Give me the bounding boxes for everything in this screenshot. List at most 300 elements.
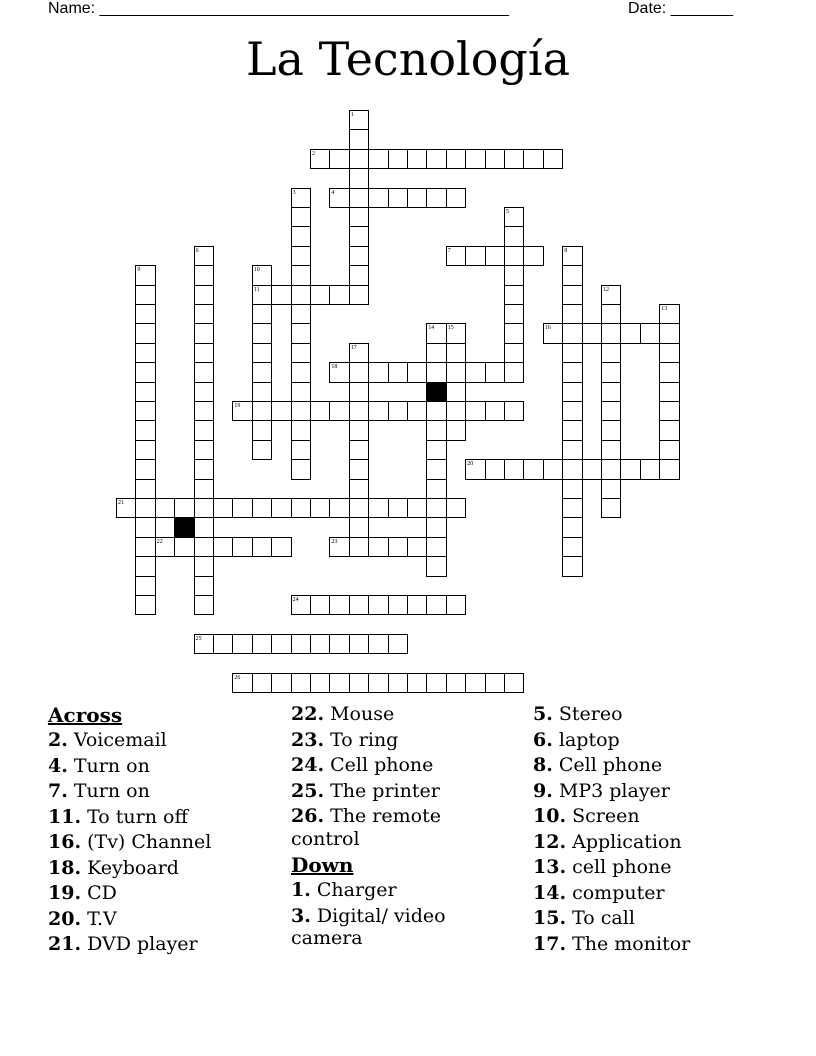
grid-cell[interactable] (349, 420, 369, 440)
grid-cell[interactable] (271, 498, 291, 518)
grid-cell[interactable] (135, 595, 155, 615)
grid-cell[interactable] (504, 285, 524, 305)
clue-text: The remote (324, 805, 441, 827)
clue-number-label: 24. (291, 754, 325, 776)
grid-cell[interactable] (368, 537, 388, 557)
grid-cell[interactable] (504, 304, 524, 324)
clue-number: 22 (156, 538, 163, 545)
grid-cell[interactable] (601, 343, 621, 363)
grid-cell[interactable] (252, 343, 272, 363)
grid-cell[interactable] (465, 362, 485, 382)
clue-number: 1 (350, 112, 354, 118)
grid-cell[interactable] (349, 285, 369, 305)
grid-cell[interactable] (426, 343, 446, 363)
grid-cell[interactable] (562, 362, 582, 382)
grid-cell[interactable] (194, 556, 214, 576)
grid-cell[interactable] (426, 188, 446, 208)
grid-cell[interactable] (349, 188, 369, 208)
grid-block-cell (426, 382, 446, 402)
grid-cell[interactable] (349, 440, 369, 460)
clue-column-3 (533, 702, 690, 957)
across-clue (48, 881, 211, 907)
grid-cell[interactable] (232, 498, 252, 518)
grid-cell[interactable] (194, 440, 214, 460)
clue-text: The monitor (566, 932, 691, 955)
grid-cell[interactable] (407, 188, 427, 208)
grid-cell[interactable] (252, 304, 272, 324)
grid-cell[interactable] (174, 537, 194, 557)
grid-cell[interactable] (310, 498, 330, 518)
grid-cell[interactable] (601, 479, 621, 499)
grid-cell[interactable] (349, 634, 369, 654)
grid-cell[interactable] (407, 149, 427, 169)
grid-cell[interactable] (135, 420, 155, 440)
grid-cell[interactable] (465, 401, 485, 421)
grid-cell[interactable] (407, 537, 427, 557)
grid-cell[interactable] (291, 401, 311, 421)
grid-cell[interactable] (349, 207, 369, 227)
grid-cell[interactable] (194, 517, 214, 537)
grid-cell[interactable] (349, 265, 369, 285)
across-clue (48, 830, 211, 856)
grid-cell[interactable] (407, 595, 427, 615)
grid-cell[interactable] (504, 246, 524, 266)
grid-cell[interactable] (465, 149, 485, 169)
grid-cell[interactable] (562, 498, 582, 518)
grid-cell[interactable] (135, 479, 155, 499)
grid-cell[interactable] (135, 517, 155, 537)
grid-cell[interactable] (291, 207, 311, 227)
clue-number-label: 21. (48, 933, 82, 955)
grid-cell[interactable] (562, 304, 582, 324)
grid-cell[interactable] (388, 498, 408, 518)
grid-cell[interactable] (194, 498, 214, 518)
grid-cell[interactable] (562, 323, 582, 343)
clue-number: 16 (544, 325, 551, 332)
grid-cell[interactable] (368, 149, 388, 169)
clue-number-label: 13. (533, 856, 567, 878)
grid-cell[interactable] (388, 188, 408, 208)
grid-cell[interactable] (291, 226, 311, 246)
grid-cell[interactable] (252, 362, 272, 382)
clue-number-label: 11. (48, 805, 82, 828)
clue-text: To ring (324, 728, 399, 751)
grid-cell[interactable] (465, 246, 485, 266)
grid-cell[interactable] (349, 479, 369, 499)
grid-cell[interactable] (485, 459, 505, 479)
grid-cell[interactable] (407, 673, 427, 693)
grid-cell[interactable] (232, 537, 252, 557)
grid-cell[interactable] (194, 479, 214, 499)
grid-cell[interactable] (252, 634, 272, 654)
grid-cell[interactable] (426, 595, 446, 615)
grid-cell[interactable] (659, 343, 679, 363)
clue-text: To turn off (81, 805, 188, 828)
date-line: Date: _______ (628, 0, 733, 17)
grid-cell[interactable] (465, 673, 485, 693)
grid-cell[interactable] (291, 382, 311, 402)
clue-text: T.V (81, 907, 117, 930)
grid-cell[interactable] (135, 576, 155, 596)
clue-number-label: 19. (48, 882, 82, 904)
grid-cell[interactable] (252, 673, 272, 693)
grid-cell[interactable] (640, 323, 660, 343)
grid-cell[interactable] (349, 673, 369, 693)
grid-cell[interactable] (426, 498, 446, 518)
grid-cell[interactable] (368, 634, 388, 654)
grid-cell[interactable] (446, 382, 466, 402)
grid-cell[interactable] (194, 265, 214, 285)
grid-cell[interactable] (601, 304, 621, 324)
grid-cell[interactable] (504, 673, 524, 693)
grid-cell[interactable] (213, 498, 233, 518)
grid-cell[interactable] (562, 459, 582, 479)
clue-number: 12 (603, 286, 609, 293)
grid-cell[interactable] (310, 285, 330, 305)
across-clue (291, 804, 446, 830)
grid-cell[interactable] (426, 401, 446, 421)
grid-cell[interactable] (135, 498, 155, 518)
clue-number: 4 (331, 189, 335, 196)
grid-cell[interactable] (271, 673, 291, 693)
grid-cell[interactable] (271, 401, 291, 421)
grid-cell[interactable] (349, 129, 369, 149)
grid-cell[interactable] (291, 343, 311, 363)
grid-cell[interactable] (446, 673, 466, 693)
grid-cell[interactable] (194, 420, 214, 440)
clue-text: Keyboard (81, 856, 179, 879)
clue-text: Mouse (324, 703, 395, 725)
clue-text: To call (566, 907, 635, 929)
clue-number-label: 14. (533, 881, 567, 904)
grid-cell[interactable] (582, 459, 602, 479)
grid-cell[interactable] (135, 459, 155, 479)
grid-cell[interactable] (310, 673, 330, 693)
grid-cell[interactable] (620, 323, 640, 343)
grid-cell[interactable] (310, 595, 330, 615)
grid-cell[interactable] (407, 362, 427, 382)
grid-cell[interactable] (252, 382, 272, 402)
grid-cell[interactable] (485, 401, 505, 421)
grid-cell[interactable] (485, 362, 505, 382)
grid-cell[interactable] (562, 440, 582, 460)
grid-cell[interactable] (426, 362, 446, 382)
grid-cell[interactable] (562, 479, 582, 499)
clue-number-label: 16. (48, 831, 82, 853)
grid-cell[interactable] (504, 323, 524, 343)
grid-cell[interactable] (291, 265, 311, 285)
grid-cell[interactable] (252, 498, 272, 518)
grid-cell[interactable] (659, 420, 679, 440)
grid-cell[interactable] (291, 323, 311, 343)
grid-cell[interactable] (543, 459, 563, 479)
clue-number: 11 (253, 286, 260, 293)
clue-text: (Tv) Channel (81, 831, 212, 853)
clue-number: 3 (292, 189, 296, 196)
grid-cell[interactable] (135, 537, 155, 557)
grid-cell[interactable] (562, 401, 582, 421)
grid-cell[interactable] (426, 440, 446, 460)
grid-cell[interactable] (329, 149, 349, 169)
grid-cell[interactable] (194, 537, 214, 557)
grid-cell[interactable] (659, 440, 679, 460)
clue-number: 13 (661, 306, 668, 312)
grid-cell[interactable] (601, 440, 621, 460)
grid-cell[interactable] (446, 362, 466, 382)
grid-cell[interactable] (543, 149, 563, 169)
grid-cell[interactable] (562, 420, 582, 440)
grid-cell[interactable] (349, 362, 369, 382)
grid-cell[interactable] (349, 459, 369, 479)
grid-cell[interactable] (135, 304, 155, 324)
page-title: La Tecnología (246, 32, 570, 86)
grid-cell[interactable] (194, 343, 214, 363)
grid-cell[interactable] (135, 382, 155, 402)
grid-cell[interactable] (349, 149, 369, 169)
grid-cell[interactable] (659, 459, 679, 479)
grid-cell[interactable] (640, 459, 660, 479)
grid-cell[interactable] (504, 343, 524, 363)
grid-cell[interactable] (601, 362, 621, 382)
grid-cell[interactable] (504, 149, 524, 169)
grid-cell[interactable] (504, 226, 524, 246)
grid-cell[interactable] (446, 498, 466, 518)
clue-number: 23 (331, 538, 338, 545)
grid-cell[interactable] (601, 401, 621, 421)
grid-cell[interactable] (349, 498, 369, 518)
grid-cell[interactable] (135, 556, 155, 576)
grid-cell[interactable] (407, 498, 427, 518)
grid-cell[interactable] (135, 285, 155, 305)
grid-cell[interactable] (388, 149, 408, 169)
grid-cell[interactable] (601, 323, 621, 343)
grid-cell[interactable] (620, 459, 640, 479)
grid-cell[interactable] (426, 459, 446, 479)
grid-cell[interactable] (523, 149, 543, 169)
grid-cell[interactable] (252, 537, 272, 557)
grid-cell[interactable] (446, 343, 466, 363)
clue-number-label: 5. (533, 703, 553, 725)
clue-number-label: 1. (291, 879, 311, 901)
grid-cell[interactable] (252, 440, 272, 460)
grid-cell[interactable] (659, 401, 679, 421)
grid-cell[interactable] (446, 188, 466, 208)
grid-cell[interactable] (194, 323, 214, 343)
grid-cell[interactable] (562, 265, 582, 285)
grid-cell[interactable] (194, 362, 214, 382)
grid-cell[interactable] (562, 382, 582, 402)
grid-cell[interactable] (329, 285, 349, 305)
grid-cell[interactable] (562, 556, 582, 576)
grid-cell[interactable] (291, 285, 311, 305)
grid-cell[interactable] (174, 498, 194, 518)
grid-cell[interactable] (349, 246, 369, 266)
grid-cell[interactable] (135, 362, 155, 382)
grid-cell[interactable] (426, 673, 446, 693)
clue-text: Application (566, 830, 682, 853)
grid-cell[interactable] (232, 634, 252, 654)
grid-cell[interactable] (582, 323, 602, 343)
grid-cell[interactable] (349, 401, 369, 421)
grid-cell[interactable] (349, 382, 369, 402)
grid-cell[interactable] (446, 595, 466, 615)
grid-block-cell (174, 517, 194, 537)
grid-cell[interactable] (349, 517, 369, 537)
grid-cell[interactable] (601, 420, 621, 440)
grid-cell[interactable] (252, 401, 272, 421)
grid-cell[interactable] (349, 226, 369, 246)
grid-cell[interactable] (562, 517, 582, 537)
grid-cell[interactable] (601, 498, 621, 518)
grid-cell[interactable] (426, 420, 446, 440)
grid-cell[interactable] (329, 401, 349, 421)
clue-number: 20 (467, 461, 474, 468)
grid-cell[interactable] (291, 673, 311, 693)
grid-cell[interactable] (426, 149, 446, 169)
grid-cell[interactable] (213, 634, 233, 654)
grid-cell[interactable] (407, 401, 427, 421)
clue-number-label: 8. (533, 754, 553, 776)
grid-cell[interactable] (271, 537, 291, 557)
clue-number: 2 (312, 150, 315, 157)
grid-cell[interactable] (601, 382, 621, 402)
grid-cell[interactable] (485, 149, 505, 169)
grid-cell[interactable] (310, 401, 330, 421)
grid-cell[interactable] (446, 420, 466, 440)
grid-cell[interactable] (271, 634, 291, 654)
clue-text: Voicemail (67, 729, 167, 751)
grid-cell[interactable] (368, 498, 388, 518)
clue-text: Charger (310, 879, 397, 901)
grid-cell[interactable] (368, 188, 388, 208)
clue-number-label: 12. (533, 830, 567, 853)
grid-cell[interactable] (213, 537, 233, 557)
grid-cell[interactable] (426, 479, 446, 499)
clue-text: DVD player (81, 933, 198, 955)
grid-cell[interactable] (271, 285, 291, 305)
grid-cell[interactable] (523, 459, 543, 479)
grid-cell[interactable] (349, 595, 369, 615)
clue-number: 10 (253, 267, 260, 274)
grid-cell[interactable] (155, 498, 175, 518)
grid-cell[interactable] (368, 401, 388, 421)
down-clue (533, 906, 690, 932)
grid-cell[interactable] (504, 459, 524, 479)
name-line: Name: ______________________________________________ (48, 0, 509, 17)
grid-cell[interactable] (388, 537, 408, 557)
grid-cell[interactable] (562, 537, 582, 557)
grid-cell[interactable] (291, 634, 311, 654)
clue-text-continued: camera (291, 927, 363, 949)
across-clue (48, 779, 211, 805)
grid-cell[interactable] (659, 382, 679, 402)
grid-cell[interactable] (329, 498, 349, 518)
grid-cell[interactable] (329, 673, 349, 693)
grid-cell[interactable] (368, 362, 388, 382)
grid-cell[interactable] (252, 420, 272, 440)
across-clue-list-continued (291, 702, 446, 852)
grid-cell[interactable] (388, 673, 408, 693)
grid-cell[interactable] (426, 556, 446, 576)
grid-cell[interactable] (388, 362, 408, 382)
clue-text: Cell phone (552, 754, 663, 776)
grid-cell[interactable] (291, 440, 311, 460)
grid-cell[interactable] (562, 343, 582, 363)
grid-cell[interactable] (135, 323, 155, 343)
grid-cell[interactable] (194, 576, 214, 596)
grid-cell[interactable] (329, 595, 349, 615)
grid-cell[interactable] (291, 246, 311, 266)
clue-number-label: 22. (291, 703, 325, 725)
grid-cell[interactable] (426, 537, 446, 557)
grid-cell[interactable] (368, 673, 388, 693)
grid-cell[interactable] (135, 401, 155, 421)
grid-cell[interactable] (504, 401, 524, 421)
grid-cell[interactable] (601, 459, 621, 479)
grid-cell[interactable] (194, 595, 214, 615)
grid-cell[interactable] (388, 595, 408, 615)
grid-cell[interactable] (349, 537, 369, 557)
grid-cell[interactable] (485, 673, 505, 693)
grid-cell[interactable] (194, 285, 214, 305)
grid-cell[interactable] (485, 246, 505, 266)
grid-cell[interactable] (504, 265, 524, 285)
grid-cell[interactable] (388, 634, 408, 654)
grid-cell[interactable] (291, 498, 311, 518)
clue-number: 25 (195, 635, 202, 642)
grid-cell[interactable] (504, 362, 524, 382)
grid-cell[interactable] (349, 168, 369, 188)
clue-number: 9 (137, 267, 141, 274)
grid-cell[interactable] (194, 401, 214, 421)
grid-cell[interactable] (291, 362, 311, 382)
grid-cell[interactable] (388, 401, 408, 421)
grid-cell[interactable] (291, 304, 311, 324)
grid-cell[interactable] (310, 634, 330, 654)
clue-text: Stereo (552, 703, 623, 725)
clue-number: 15 (447, 325, 454, 332)
clue-text: Turn on (67, 754, 150, 777)
grid-cell[interactable] (291, 420, 311, 440)
grid-cell[interactable] (252, 323, 272, 343)
grid-cell[interactable] (135, 440, 155, 460)
clue-number: 24 (292, 597, 299, 603)
clue-text: laptop (552, 728, 620, 751)
down-heading: Down (291, 853, 354, 877)
across-clue (48, 754, 211, 780)
grid-cell[interactable] (291, 459, 311, 479)
grid-cell[interactable] (562, 285, 582, 305)
grid-cell[interactable] (194, 459, 214, 479)
clue-text-continued: control (291, 827, 360, 850)
clue-text: CD (81, 882, 117, 904)
grid-cell[interactable] (446, 149, 466, 169)
grid-cell[interactable] (368, 595, 388, 615)
down-clue (533, 932, 690, 958)
grid-cell[interactable] (329, 634, 349, 654)
grid-cell[interactable] (194, 382, 214, 402)
grid-cell[interactable] (426, 517, 446, 537)
clue-number-label: 25. (291, 779, 325, 802)
grid-cell[interactable] (659, 323, 679, 343)
grid-cell[interactable] (523, 246, 543, 266)
clue-number: 26 (234, 674, 241, 681)
grid-cell[interactable] (446, 401, 466, 421)
clue-text: computer (566, 881, 665, 904)
grid-cell[interactable] (135, 343, 155, 363)
grid-cell[interactable] (194, 304, 214, 324)
grid-cell[interactable] (659, 362, 679, 382)
